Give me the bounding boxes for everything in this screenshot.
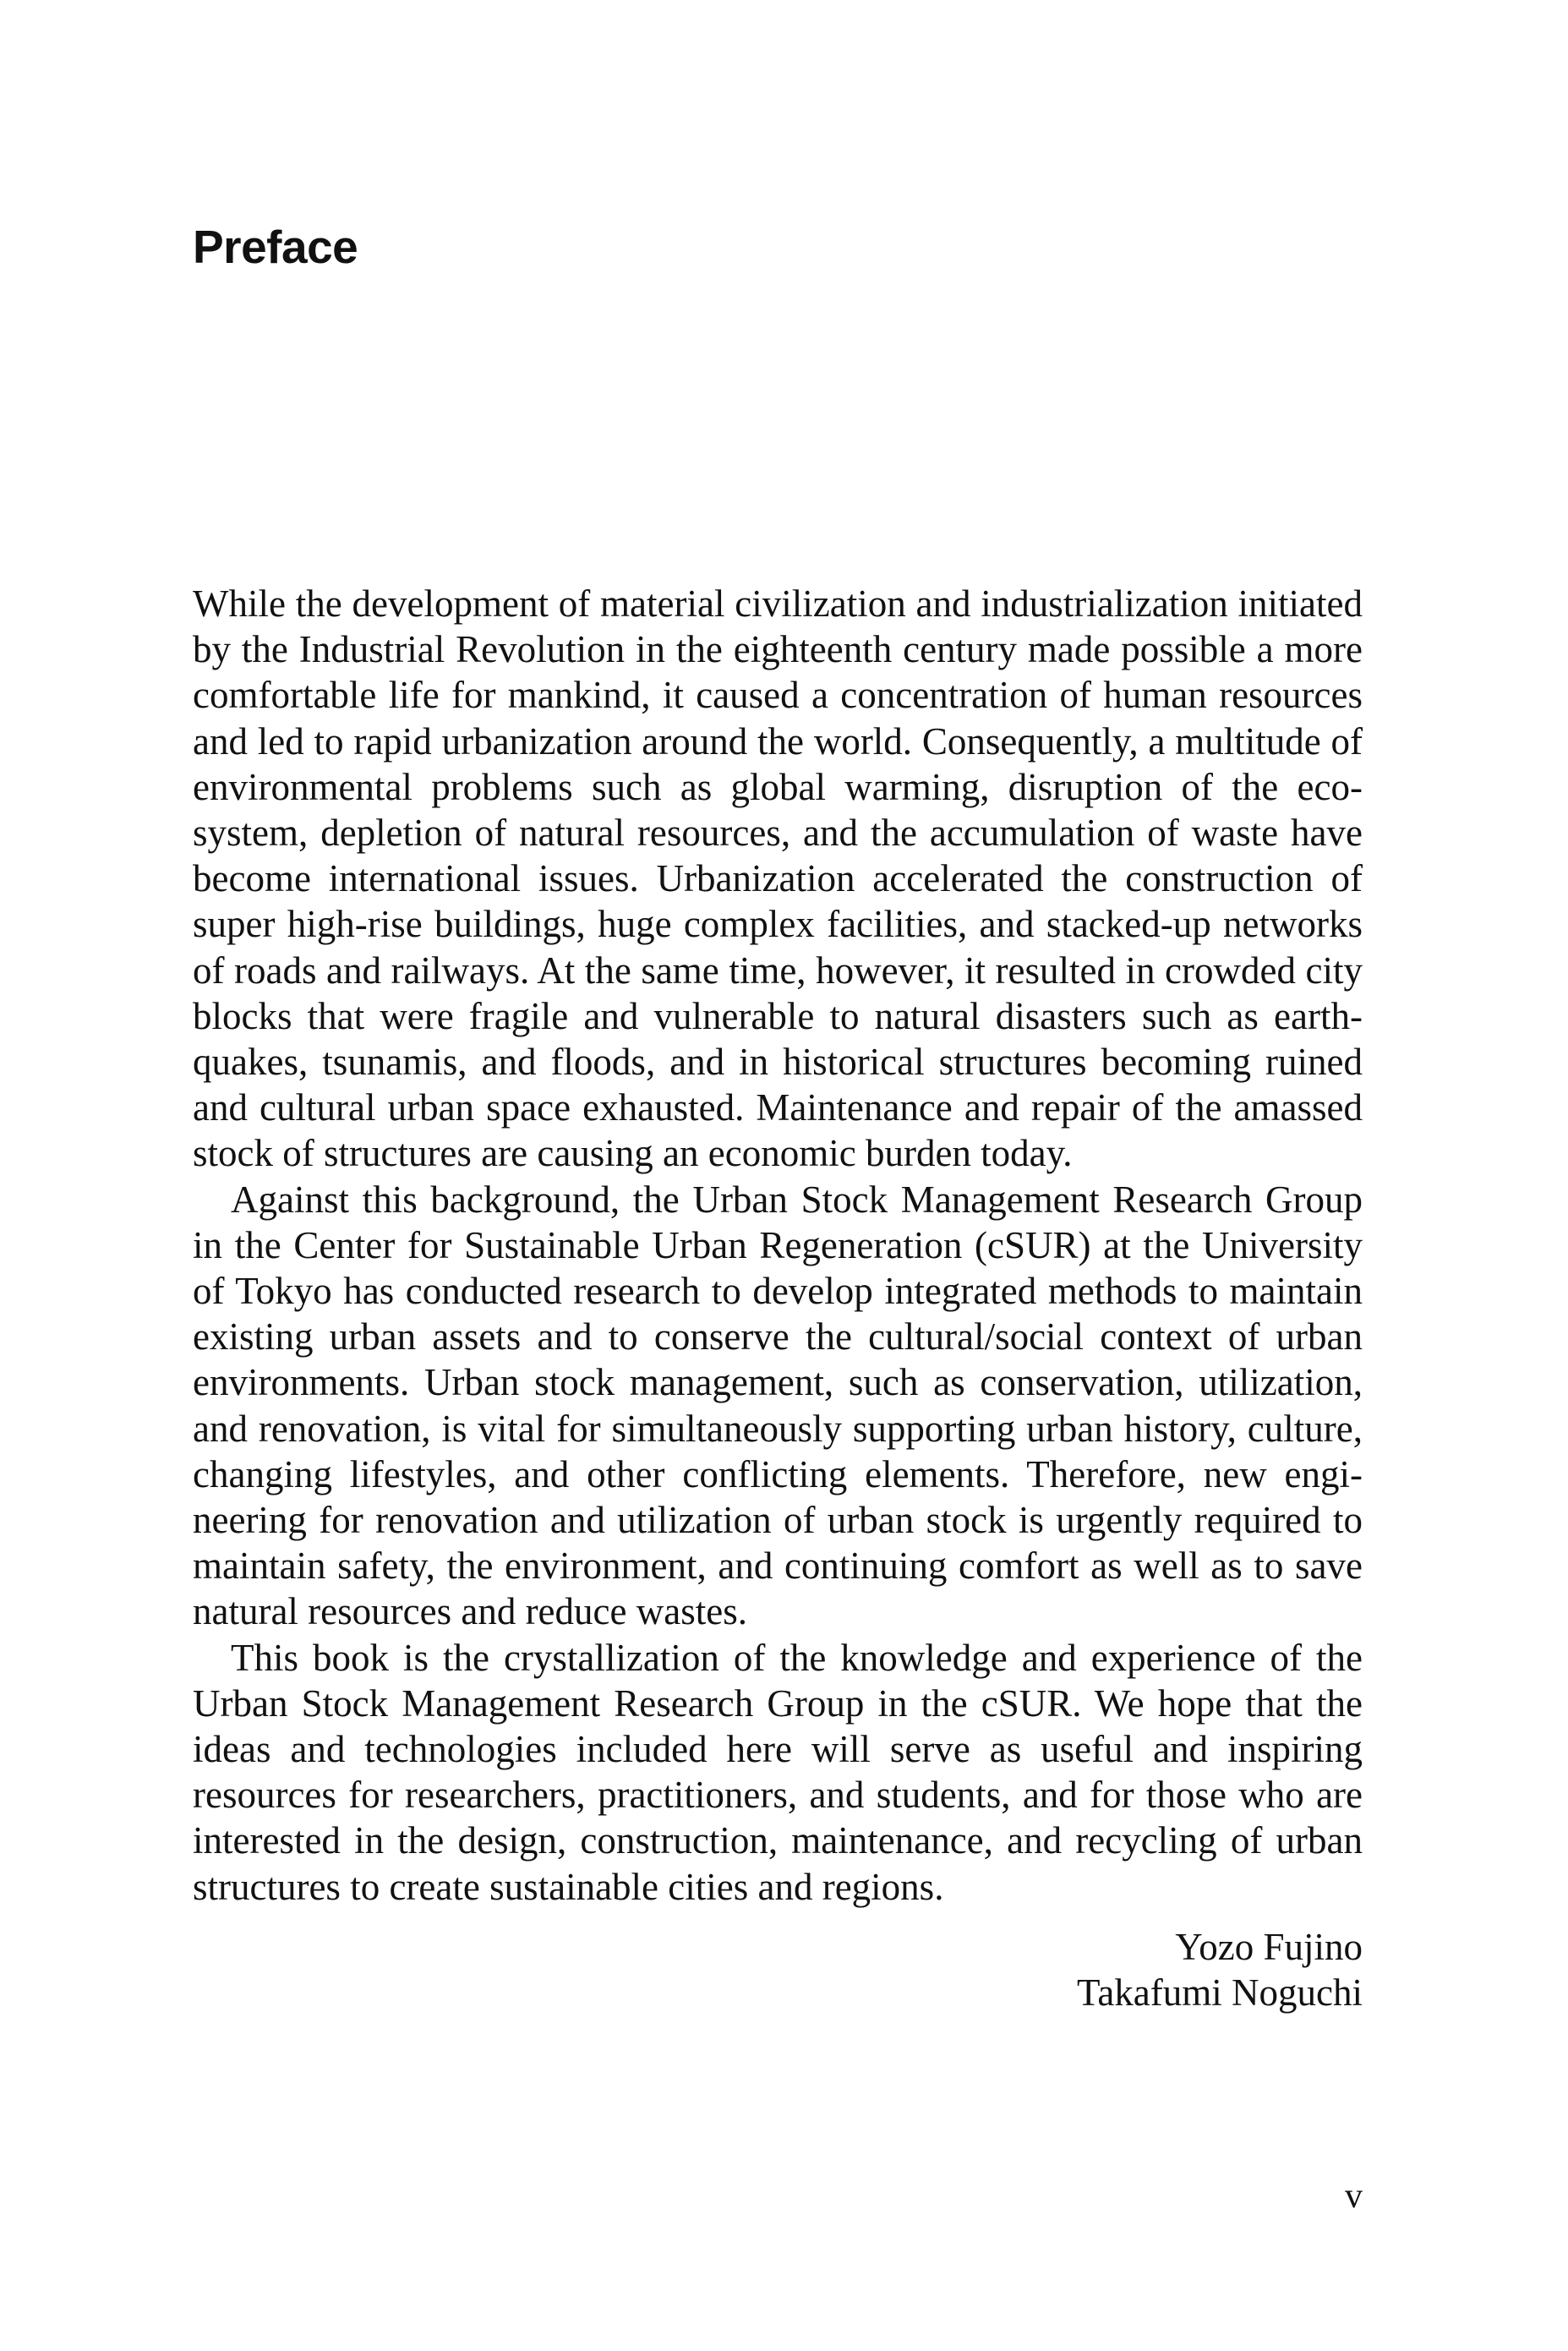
paragraph-3: This book is the crystallization of the knowledge and experience of the Urban Stock Management Research Group in the cSUR. We hope that the ideas and technologies included here will serve as useful and inspiring resources for researchers, practitioners, and students, and for those who are interested in the design, construction, maintenance, and recycling of urban structures to create sustainable cities and regions.: [193, 1636, 1363, 1908]
author-signature: [1077, 1924, 1363, 2015]
paragraph-2: Against this background, the Urban Stock Management Research Group in the Center for Sustainable Urban Regeneration (cSUR) at the University of Tokyo has conducted research to develop integrated methods to maintain existing urban assets and to conserve the cultural/social context of urban environments. Urban stock management, such as conservation, utilization, and renovation, is vital for simultaneously supporting urban history, culture, changing lifestyles, and other conflicting elements. Therefore, new engineering for renovation and utilization of urban stock is urgently required to maintain safety, the environment, and continuing comfort as well as to save natural resources and reduce wastes.: [193, 1178, 1363, 1633]
author-name: Takafumi Noguchi: [1076, 1971, 1363, 2014]
author-name: Yozo Fujino: [1175, 1926, 1363, 1968]
preface-body: [193, 581, 1363, 1910]
page-number: v: [1345, 2177, 1363, 2216]
page-title: Preface: [193, 221, 358, 273]
paragraph-1: While the development of material civilization and industrialization initiated by the Industrial Revolution in the eighteenth century made possible a more comfortable life for mankind, it caused a concentration of human resources and led to rapid urbanization around the world. Consequently, a multitude of environmental problems such as global warming, disruption of the ecosystem, depletion of natural resources, and the accumulation of waste have become international issues. Urbanization accelerated the construction of super high-rise buildings, huge complex facilities, and stacked-up networks of roads and railways. At the same time, however, it resulted in crowded city blocks that were fragile and vulnerable to natural disasters such as earthquakes, tsunamis, and floods, and in historical structures becoming ruined and cultural urban space exhausted. Maintenance and repair of the amassed stock of structures are causing an economic burden today.: [193, 582, 1363, 1175]
